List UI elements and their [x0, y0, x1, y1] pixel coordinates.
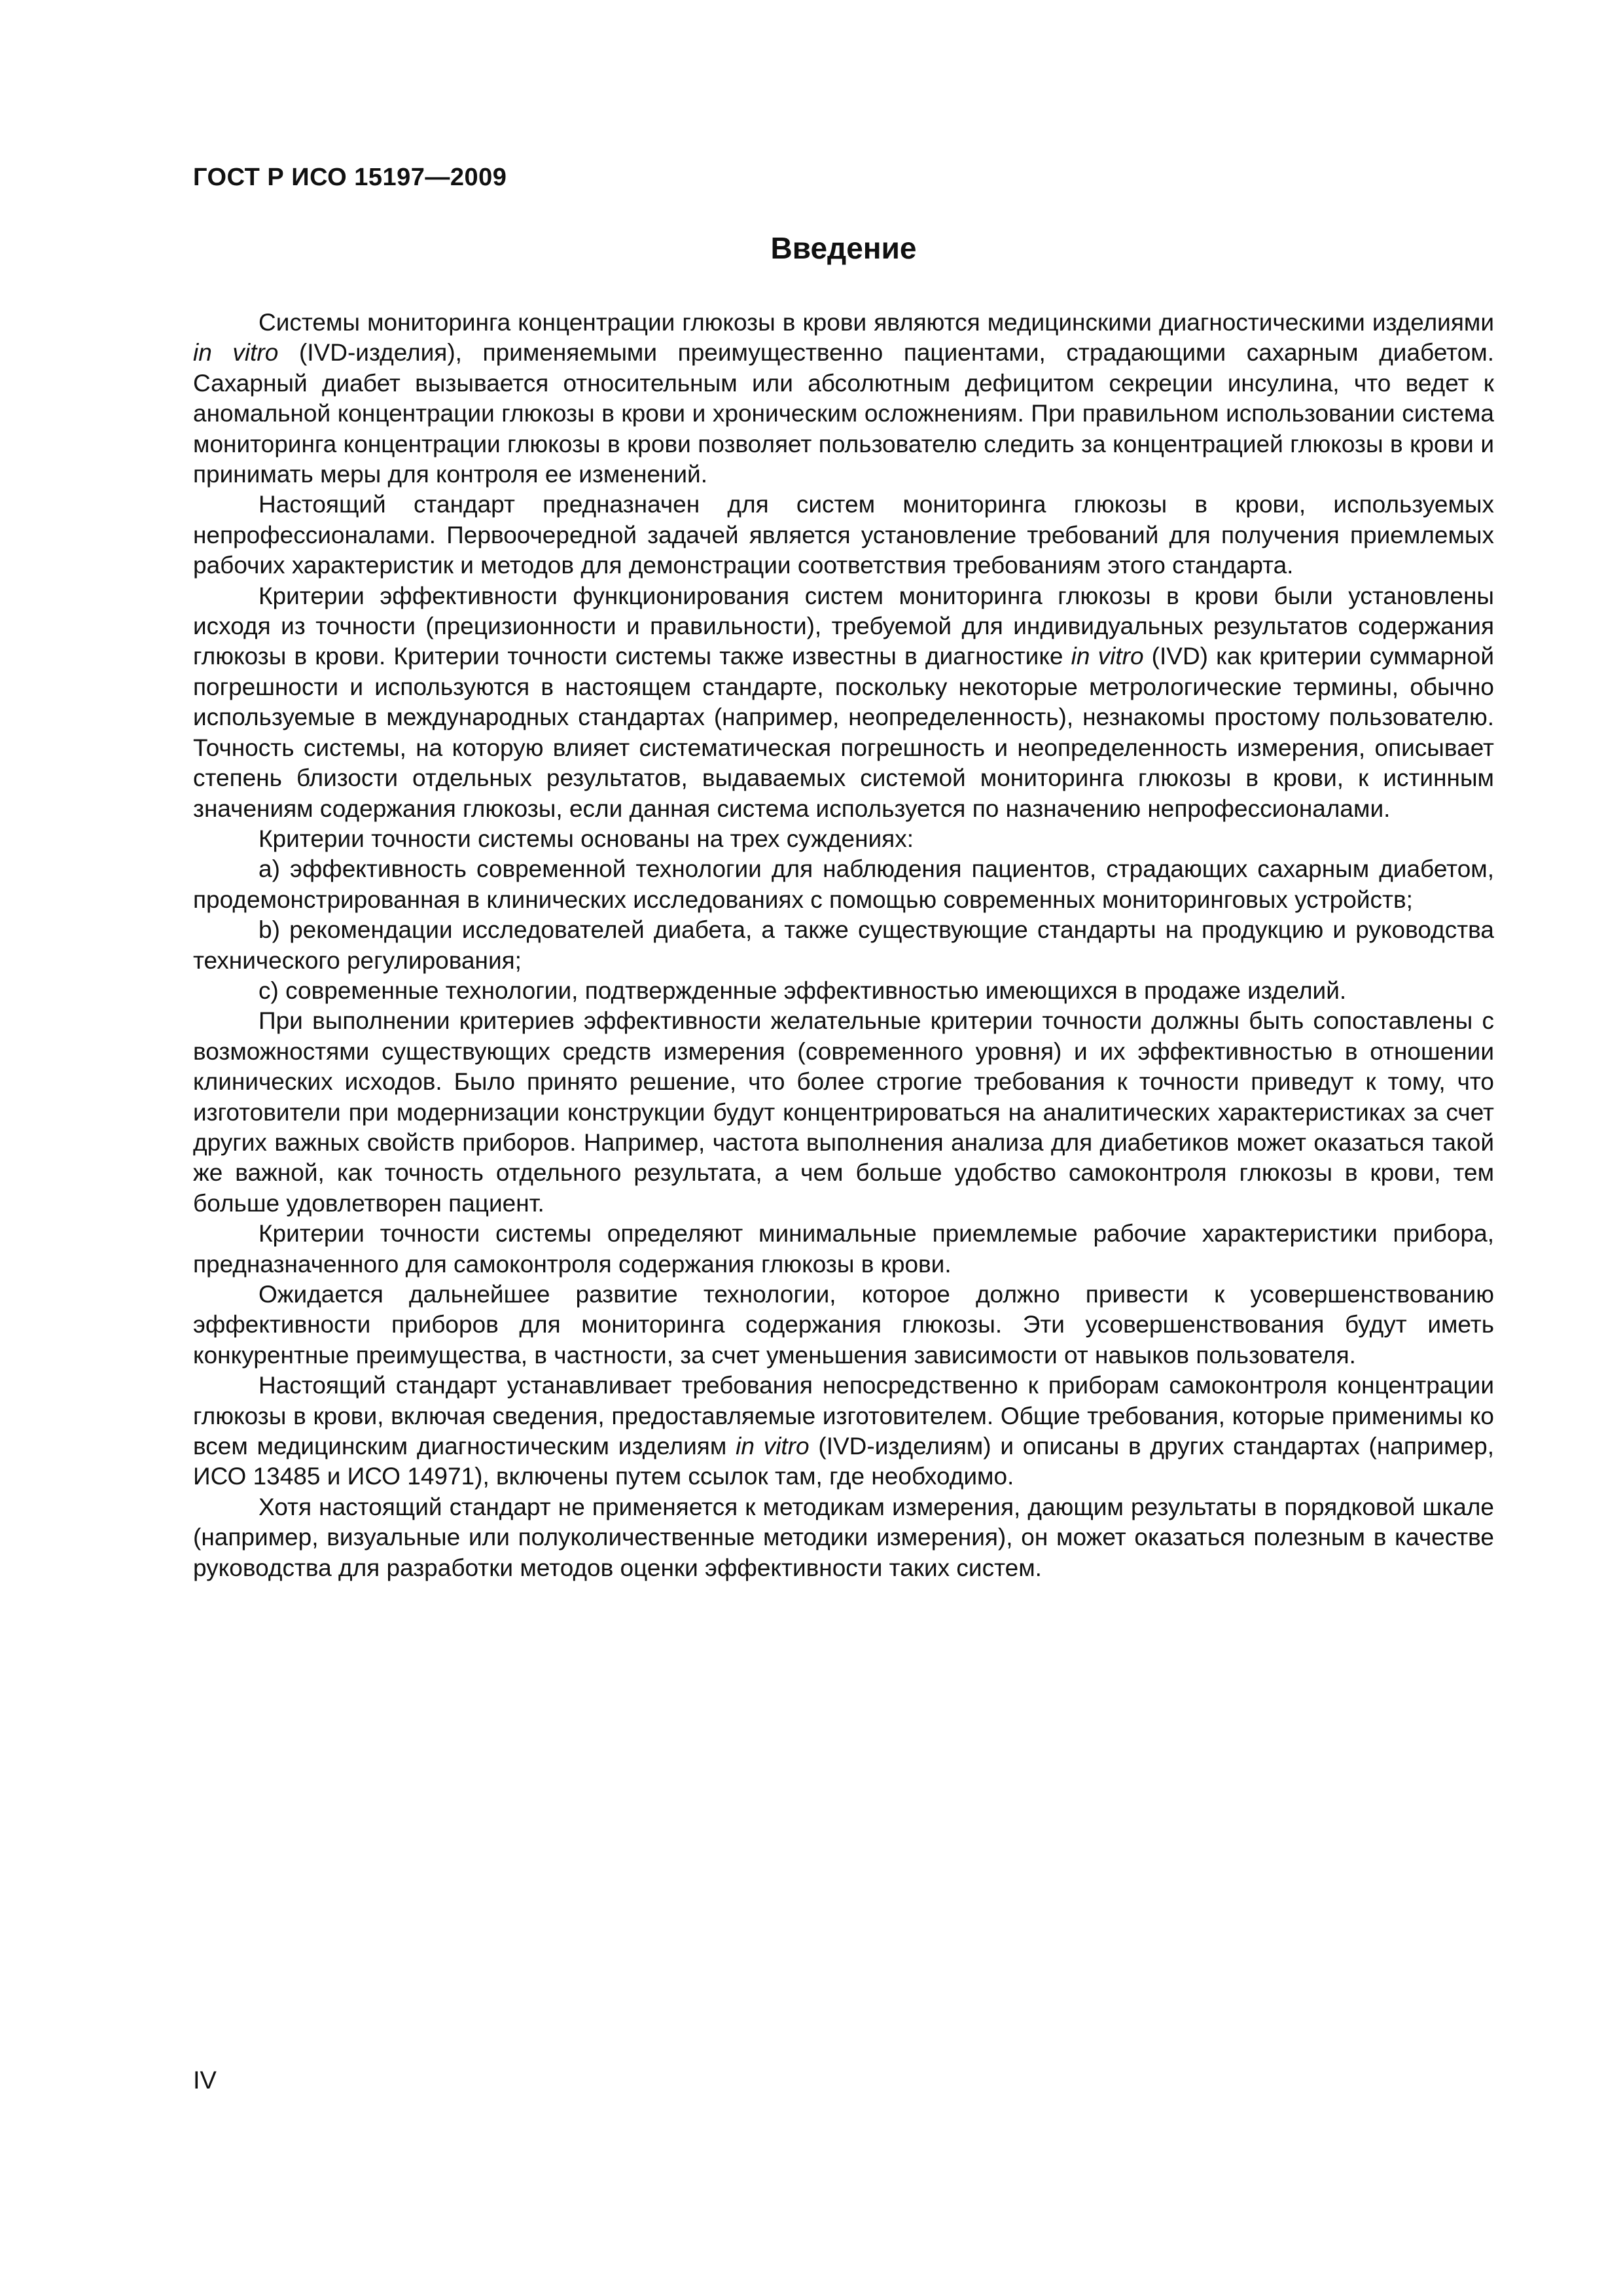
- paragraph-text: Системы мониторинга концентрации глюкозы в крови являются медицинскими диагностическими изделиями: [259, 309, 1494, 336]
- paragraph-text: (IVD) как критерии суммарной погрешности и используются в настоящем стандарте, поскольку некоторые метрологические термины, обычно используемые в международных стандартах (например, неопределенность), незнакомы простому пользователю. Точность системы, на которую влияет систематическая погрешность и неопределенность измерения, описывает степень близости отдельных результатов, выдаваемых системой мониторинга глюкозы в крови, к истинным значениям содержания глюкозы, если данная система используется по назначению непрофессионалами.: [193, 643, 1494, 822]
- paragraph-text: c) современные технологии, подтвержденные эффективностью имеющихся в продаже изделий.: [259, 977, 1347, 1004]
- paragraph-text: (IVD-изделия), применяемыми преимущественно пациентами, страдающими сахарным диабетом. Сахарный диабет вызывается относительным или абсолютным дефицитом секреции инсулина, что ведет к аномальной концентрации глюкозы в крови и хроническим осложнениям. При правильном использовании система мониторинга концентрации глюкозы в крови позволяет пользователю следить за концентрацией глюкозы в крови и принимать меры для контроля ее изменений.: [193, 339, 1494, 488]
- paragraph-text: (IVD-изделиям) и описаны в других стандартах (например, ИСО 13485 и ИСО 14971), включены путем ссылок там, где необходимо.: [193, 1433, 1494, 1490]
- paragraph-7: [193, 1280, 1494, 1371]
- list-item-b: [193, 915, 1494, 976]
- list-item-c: [193, 976, 1494, 1006]
- paragraph-3: [193, 581, 1494, 824]
- section-title: Введение: [770, 231, 917, 265]
- paragraph-text: Настоящий стандарт предназначен для систем мониторинга глюкозы в крови, используемых непрофессионалами. Первоочередной задачей является установление требований для получения приемлемых рабочих характеристик и методов для демонстрации соответствия требованиям этого стандарта.: [193, 491, 1494, 579]
- paragraph-8: [193, 1371, 1494, 1492]
- paragraph-6: [193, 1219, 1494, 1280]
- paragraph-text: При выполнении критериев эффективности желательные критерии точности должны быть сопоставлены с возможностями существующих средств измерения (современного уровня) и их эффективностью в отношении клинических исходов. Было принято решение, что более строгие требования к точности приведут к тому, что изготовители при модернизации конструкции будут концентрироваться на аналитических характеристиках за счет других важных свойств приборов. Например, частота выполнения анализа для диабетиков может оказаться такой же важной, как точность отдельного результата, а чем больше удобство самоконтроля глюкозы в крови, тем больше удовлетворен пациент.: [193, 1007, 1494, 1217]
- paragraph-text: a) эффективность современной технологии для наблюдения пациентов, страдающих сахарным диабетом, продемонстрированная в клинических исследованиях с помощью современных мониторинговых устройств;: [193, 855, 1494, 913]
- paragraph-1: [193, 308, 1494, 490]
- document-header: ГОСТ Р ИСО 15197—2009: [193, 164, 507, 191]
- paragraph-emphasis: in vitro: [736, 1433, 810, 1460]
- paragraph-text: Настоящий стандарт устанавливает требования непосредственно к приборам самоконтроля концентрации глюкозы в крови, включая сведения, предоставляемые изготовителем. Общие требования, которые применимы ко всем медицинским диагностическим изделиям: [193, 1372, 1494, 1460]
- page-number: IV: [193, 2067, 217, 2094]
- paragraph-text: b) рекомендации исследователей диабета, а также существующие стандарты на продукцию и руководства технического регулирования;: [193, 916, 1494, 974]
- paragraph-emphasis: in vitro: [1071, 643, 1144, 670]
- paragraph-emphasis: in vitro: [193, 339, 279, 367]
- paragraph-text: Хотя настоящий стандарт не применяется к методикам измерения, дающим результаты в порядковой шкале (например, визуальные или полуколичественные методики измерения), он может оказаться полезным в качестве руководства для разработки методов оценки эффективности таких систем.: [193, 1493, 1494, 1581]
- paragraph-4: [193, 824, 1494, 854]
- paragraph-5: [193, 1006, 1494, 1219]
- paragraph-9: [193, 1492, 1494, 1583]
- paragraph-text: Ожидается дальнейшее развитие технологии, которое должно привести к усовершенствованию эффективности приборов для мониторинга содержания глюкозы. Эти усовершенствования будут иметь конкурентные преимущества, в частности, за счет уменьшения зависимости от навыков пользователя.: [193, 1281, 1494, 1369]
- paragraph-text: Критерии точности системы основаны на трех суждениях:: [259, 825, 914, 852]
- body-text: [193, 308, 1494, 1583]
- paragraph-text: Критерии точности системы определяют минимальные приемлемые рабочие характеристики прибора, предназначенного для самоконтроля содержания глюкозы в крови.: [193, 1220, 1494, 1278]
- paragraph-text: Критерии эффективности функционирования систем мониторинга глюкозы в крови были установлены исходя из точности (прецизионности и правильности), требуемой для индивидуальных результатов содержания глюкозы в крови. Критерии точности системы также известны в диагностике: [193, 582, 1494, 670]
- paragraph-2: [193, 490, 1494, 581]
- list-item-a: [193, 854, 1494, 915]
